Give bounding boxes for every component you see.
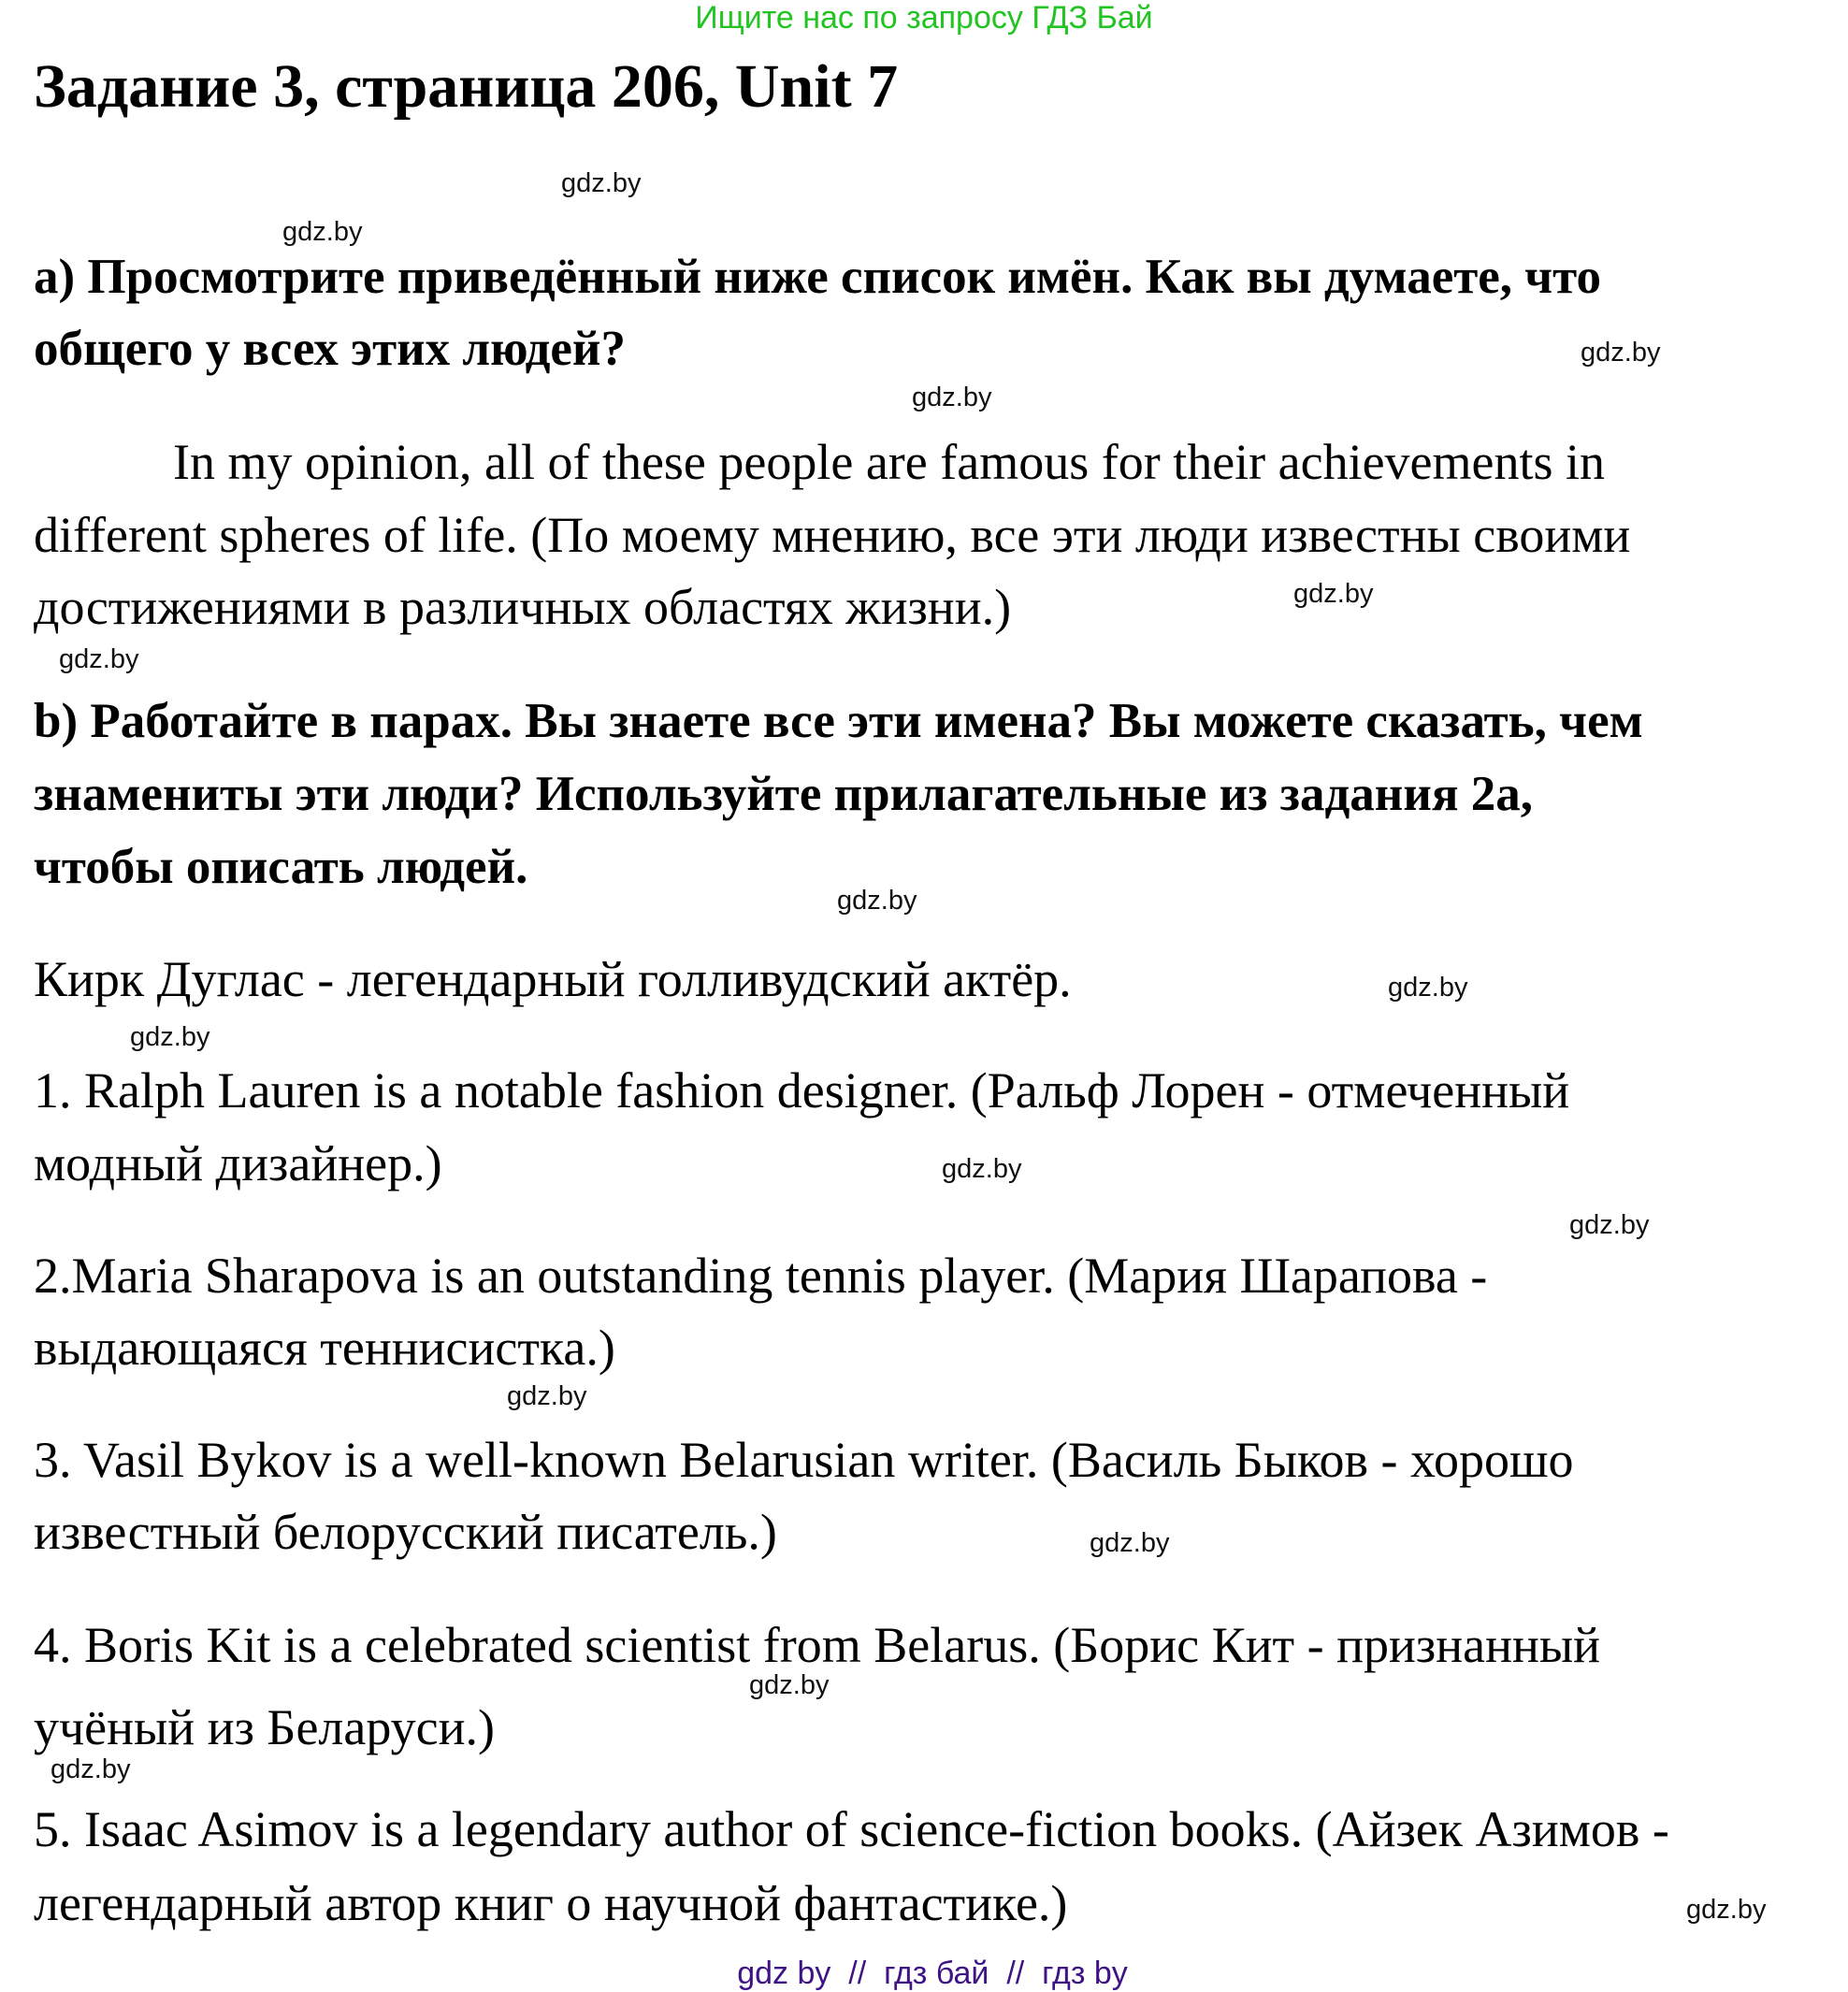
- watermark: gdz.by: [130, 1022, 210, 1052]
- watermark: gdz.by: [1388, 973, 1468, 1003]
- answer-a-line: different spheres of life. (По моему мнению, все эти люди известны своими: [34, 507, 1631, 563]
- watermark: gdz.by: [1293, 579, 1374, 609]
- search-banner: Ищите нас по запросу ГДЗ Бай: [695, 0, 1153, 36]
- answer-item: 4. Boris Kit is a celebrated scientist from Belarus. (Борис Кит - признанный: [34, 1617, 1601, 1673]
- watermark: gdz.by: [1581, 338, 1661, 368]
- watermark: gdz.by: [942, 1154, 1022, 1184]
- answer-item: модный дизайнер.): [34, 1135, 442, 1191]
- task-b-line: b) Работайте в парах. Вы знаете все эти имена? Вы можете сказать, чем: [34, 694, 1643, 748]
- watermark: gdz.by: [749, 1670, 830, 1700]
- task-b-line: чтобы описать людей.: [34, 840, 528, 894]
- watermark: gdz.by: [282, 217, 363, 247]
- answer-item: учёный из Беларуси.): [34, 1699, 495, 1755]
- answer-item: выдающаяся теннисистка.): [34, 1320, 615, 1376]
- watermark: gdz.by: [507, 1381, 587, 1411]
- watermark: gdz.by: [51, 1754, 131, 1784]
- answer-a-line: In my opinion, all of these people are famous for their achievements in: [173, 434, 1606, 490]
- example-line: Кирк Дуглас - легендарный голливудский актёр.: [34, 951, 1072, 1007]
- answer-item: 2.Maria Sharapova is an outstanding tennis player. (Мария Шарапова -: [34, 1248, 1488, 1304]
- watermark: gdz.by: [1569, 1210, 1650, 1240]
- page-title: Задание 3, страница 206, Unit 7: [34, 52, 899, 121]
- watermark: gdz.by: [561, 168, 642, 198]
- answer-item: легендарный автор книг о научной фантастике.): [34, 1875, 1068, 1931]
- watermark: gdz.by: [837, 886, 917, 916]
- answer-item: известный белорусский писатель.): [34, 1504, 777, 1560]
- answer-item: 1. Ralph Lauren is a notable fashion designer. (Ральф Лорен - отмеченный: [34, 1062, 1570, 1119]
- watermark: gdz.by: [912, 383, 992, 412]
- watermark: gdz.by: [1090, 1528, 1170, 1558]
- footer-links: gdz by // гдз бай // гдз by: [737, 1956, 1128, 1991]
- answer-item: 3. Vasil Bykov is a well-known Belarusian writer. (Василь Быков - хорошо: [34, 1432, 1574, 1488]
- task-a-line: общего у всех этих людей?: [34, 322, 626, 376]
- watermark: gdz.by: [59, 644, 139, 674]
- task-a-line: a) Просмотрите приведённый ниже список имён. Как вы думаете, что: [34, 250, 1602, 304]
- watermark: gdz.by: [1686, 1895, 1767, 1925]
- answer-item: 5. Isaac Asimov is a legendary author of science-fiction books. (Айзек Азимов -: [34, 1801, 1669, 1857]
- task-b-line: знамениты эти люди? Используйте прилагательные из задания 2a,: [34, 767, 1534, 821]
- answer-a-line: достижениями в различных областях жизни.): [34, 579, 1012, 635]
